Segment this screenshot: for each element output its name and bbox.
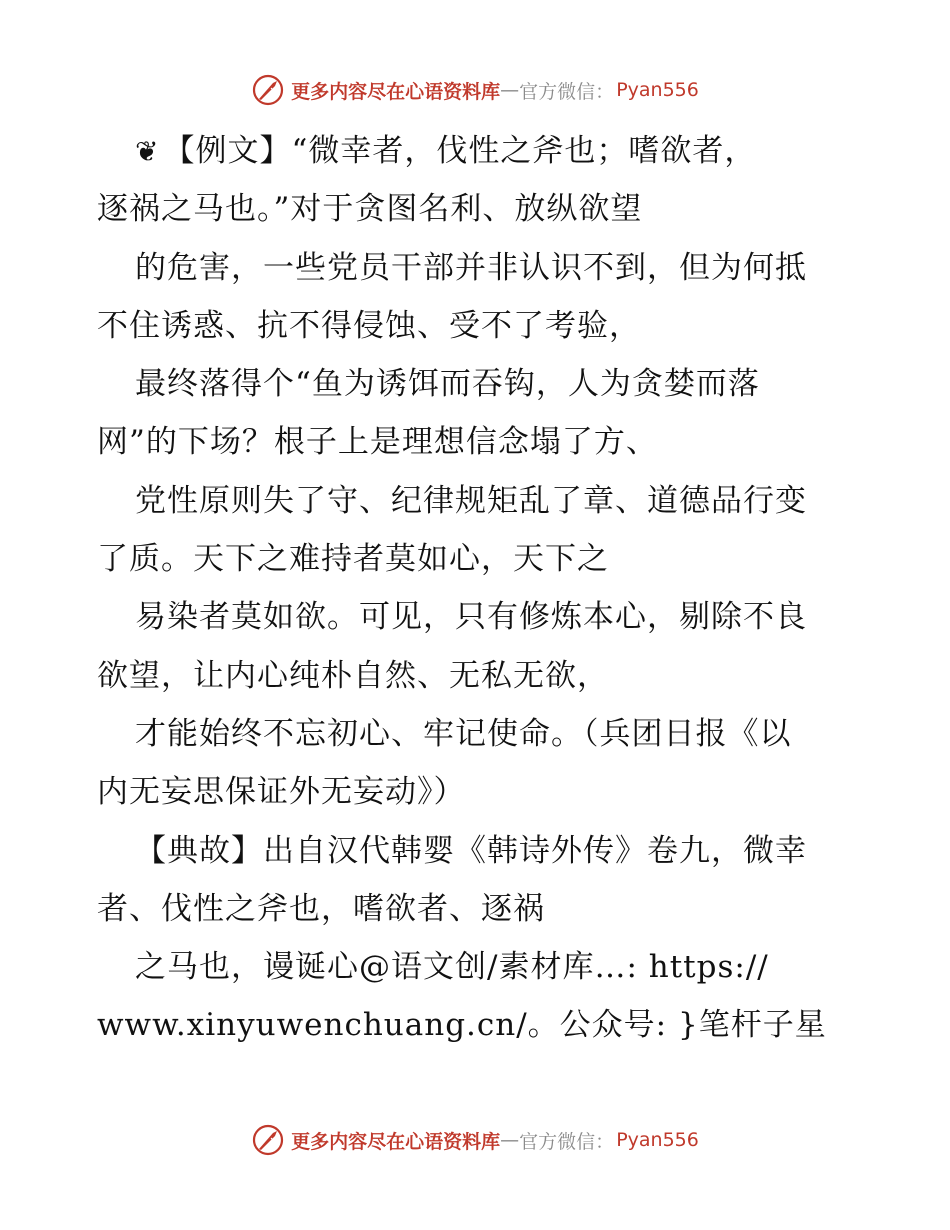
text-line: 逐祸之马也。”对于贪图名利、放纵欲望: [97, 191, 643, 228]
banner-wechat-label: 官方微信：: [519, 1130, 615, 1153]
text-line: 党性原则失了守、纪律规矩乱了章、道德品行变: [135, 482, 807, 519]
text-line: ❦ 【例文】“微幸者，伐性之斧也；嗜欲者，: [97, 122, 867, 180]
text-line: 易染者莫如欲。可见，只有修炼本心，剔除不良: [135, 599, 807, 636]
text-line: 网”的下场？根子上是理想信念塌了方、: [97, 424, 658, 461]
banner-wechat-id: Pyan556: [616, 1129, 699, 1151]
banner-dash: —: [500, 1129, 520, 1151]
text-line: 了质。天下之难持者莫如心，天下之: [97, 541, 609, 578]
text-line: 才能始终不忘初心、牢记使命。（兵团日报《以: [135, 715, 792, 752]
document-body: [97, 122, 867, 1055]
text-line: 者、伐性之斧也，嗜欲者、逐祸: [97, 890, 545, 927]
text-line: www.xinyuwenchuang.cn/。公众号: }笔杆子星: [97, 1007, 827, 1044]
quill-seal-logo-icon: [251, 1123, 285, 1157]
text-line: 的危害，一些党员干部并非认识不到，但为何抵: [135, 249, 807, 286]
banner-site-name: 更多内容尽在心语资料库: [291, 1130, 501, 1153]
footer-watermark: [0, 1122, 950, 1158]
banner-site-name: 更多内容尽在心语资料库: [291, 80, 501, 103]
banner-wechat-label: 官方微信：: [519, 80, 615, 103]
text-line: 之马也，谩诞心@语文创/素材库…: https://: [135, 949, 769, 986]
text-line: 不住诱惑、抗不得侵蚀、受不了考验，: [97, 307, 641, 344]
text-line: 内无妄思保证外无妄动》）: [97, 774, 466, 811]
text-line: 欲望，让内心纯朴自然、无私无欲，: [97, 657, 609, 694]
text-line: 最终落得个“鱼为诱饵而吞钩，人为贪婪而落: [135, 366, 760, 403]
header-watermark: [0, 72, 950, 108]
ornament-icon: ❦: [135, 135, 160, 168]
banner-dash: —: [500, 79, 520, 101]
text-line: 【典故】出自汉代韩婴《韩诗外传》卷九，微幸: [135, 832, 807, 869]
banner-wechat-id: Pyan556: [616, 79, 699, 101]
quill-seal-logo-icon: [251, 73, 285, 107]
